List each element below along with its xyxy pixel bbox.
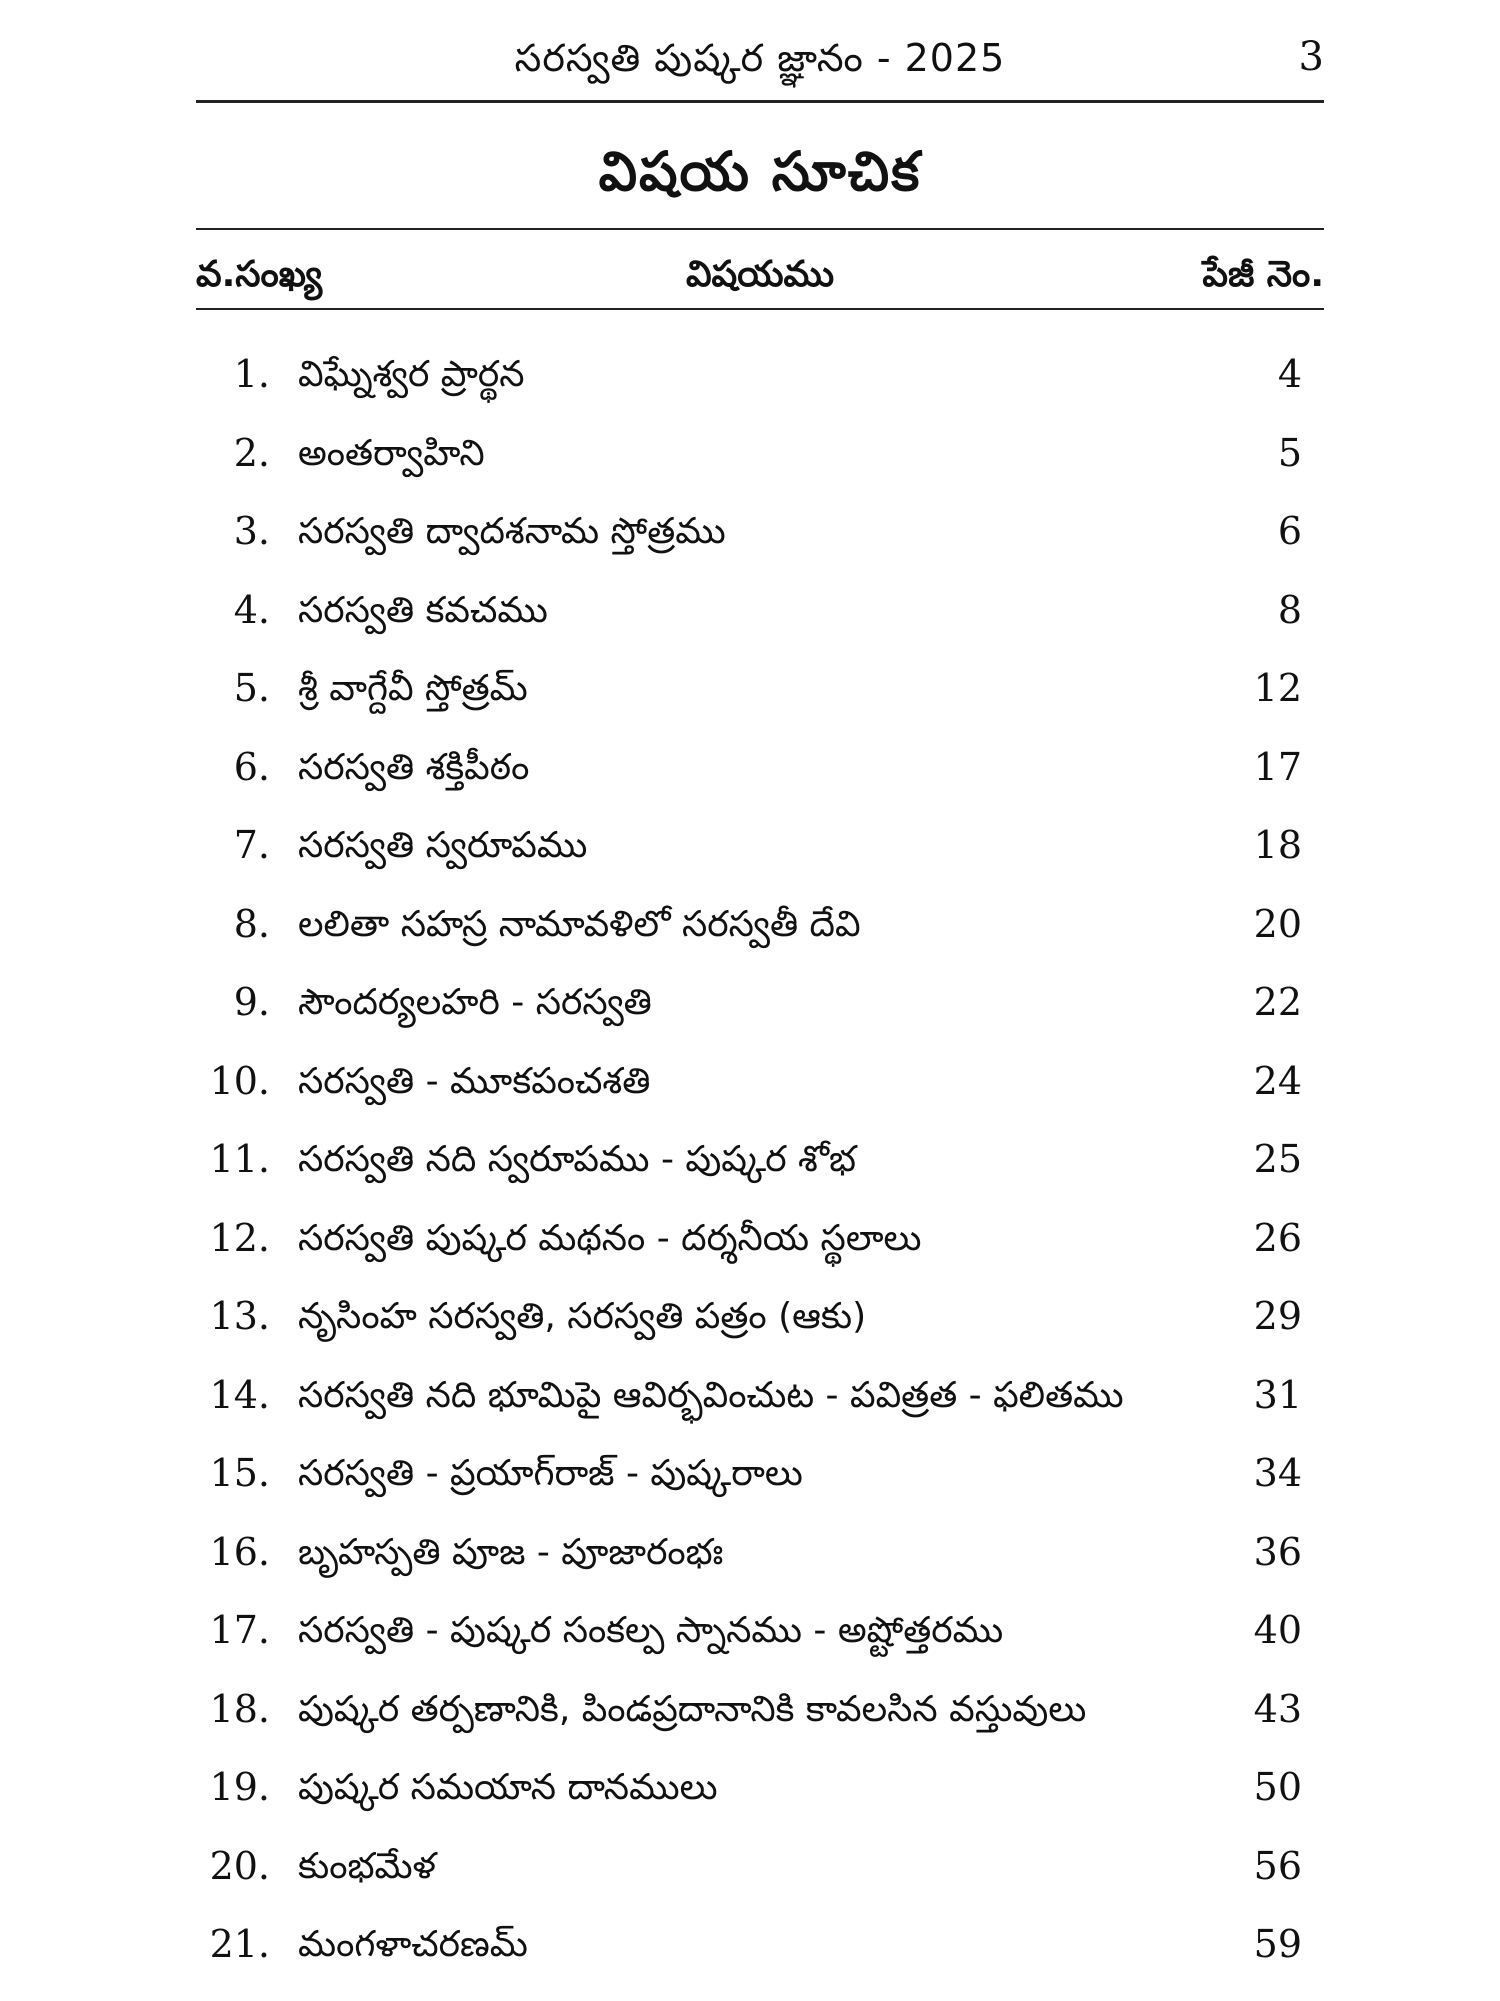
toc-entry-title: కుంభమేళ <box>298 1845 436 1887</box>
toc-entry-number: 2. <box>233 430 270 475</box>
toc-entry-title: సరస్వతి నది స్వరూపము - పుష్కర శోభ <box>298 1139 857 1180</box>
toc-entry-page: 59 <box>1253 1922 1302 1966</box>
toc-entry-page: 12 <box>1253 666 1302 710</box>
toc-entry-page: 17 <box>1253 744 1302 789</box>
toc-entry <box>196 823 1324 902</box>
toc-entry-title: పుష్కర సమయాన దానములు <box>298 1767 718 1808</box>
toc-entry <box>196 1608 1324 1687</box>
toc-entry <box>196 352 1324 431</box>
column-header-serial: వ.సంఖ్య <box>196 254 323 295</box>
toc-entry-page: 6 <box>1277 509 1302 553</box>
toc-entry-title: సరస్వతి పుష్కర మథనం - దర్శనీయ స్థలాలు <box>298 1217 922 1259</box>
toc-entry-number: 10. <box>209 1058 270 1103</box>
toc-entry-number: 15. <box>209 1451 270 1495</box>
toc-entry <box>196 1059 1324 1138</box>
toc-entry-number: 1. <box>233 352 270 396</box>
toc-entry <box>196 509 1324 588</box>
title-divider <box>196 228 1324 230</box>
toc-entry-title: అంతర్వాహిని <box>298 432 485 474</box>
toc-entry-title: శ్రీ వాగ్దేవీ స్తోత్రమ్ <box>298 668 528 709</box>
toc-title: విషయ సూచిక <box>598 140 922 203</box>
toc-entry-page: 25 <box>1253 1137 1302 1181</box>
toc-entry-number: 17. <box>209 1608 270 1652</box>
toc-entry-number: 16. <box>209 1529 270 1574</box>
toc-entry-number: 20. <box>209 1843 270 1888</box>
toc-entry-title: సరస్వతి - పుష్కర సంకల్ప స్నానము - అష్టోత్తరము <box>298 1610 1004 1651</box>
toc-entry <box>196 1373 1324 1452</box>
toc-entry <box>196 1216 1324 1295</box>
page-number: 3 <box>1298 34 1324 80</box>
toc-entry-title: నృసింహ సరస్వతి, సరస్వతి పత్రం (ఆకు) <box>298 1296 867 1337</box>
toc-entry <box>196 745 1324 824</box>
toc-entry-title: సౌందర్యలహరి - సరస్వతి <box>298 982 652 1023</box>
toc-entry-page: 50 <box>1253 1765 1302 1809</box>
toc-entry-title: సరస్వతి ద్వాదశనామ స్తోత్రము <box>298 511 726 552</box>
column-header-subject: విషయము <box>685 254 835 295</box>
toc-entry-number: 12. <box>209 1215 270 1260</box>
toc-entry <box>196 1530 1324 1609</box>
toc-entry <box>196 1844 1324 1923</box>
running-header <box>196 30 1324 94</box>
toc-entry <box>196 588 1324 667</box>
toc-entry-number: 4. <box>233 587 270 632</box>
toc-entry <box>196 1451 1324 1530</box>
toc-entry-page: 4 <box>1277 352 1302 396</box>
toc-entry-title: సరస్వతి శక్తిపీఠం <box>298 746 530 788</box>
toc-entry-number: 9. <box>233 980 270 1024</box>
toc-entry-page: 56 <box>1253 1843 1302 1888</box>
toc-entry-page: 34 <box>1253 1451 1302 1495</box>
toc-entry-title: సరస్వతి - మూకపంచశతి <box>298 1060 651 1102</box>
toc-entry-page: 31 <box>1253 1372 1302 1417</box>
toc-entry <box>196 902 1324 981</box>
toc-entry-title: మంగళాచరణమ్ <box>298 1924 528 1965</box>
toc-entry-page: 22 <box>1253 980 1302 1024</box>
toc-entry <box>196 1294 1324 1373</box>
toc-entry-page: 36 <box>1253 1529 1302 1574</box>
toc-entry-page: 8 <box>1277 587 1302 632</box>
toc-entry-page: 26 <box>1253 1215 1302 1260</box>
toc-entry-number: 11. <box>209 1137 270 1181</box>
toc-entry-page: 18 <box>1253 823 1302 867</box>
toc-entry-number: 8. <box>233 901 270 946</box>
toc-entry-number: 14. <box>209 1372 270 1417</box>
column-header-divider <box>196 308 1324 310</box>
toc-entry-page: 43 <box>1253 1686 1302 1731</box>
toc-entry-number: 21. <box>209 1922 270 1966</box>
toc-entry-page: 29 <box>1253 1294 1302 1338</box>
toc-entry-page: 40 <box>1253 1608 1302 1652</box>
toc-entry-title: సరస్వతి కవచము <box>298 589 548 631</box>
toc-entry-title: సరస్వతి స్వరూపము <box>298 825 588 866</box>
running-title: సరస్వతి పుష్కర జ్ఞానం - 2025 <box>514 36 1006 80</box>
toc-entry-title: విఘ్నేశ్వర ప్రార్థన <box>298 354 525 395</box>
column-header-page: పేజీ నెం. <box>1202 254 1324 295</box>
toc-entry-title: బృహస్పతి పూజ - పూజారంభః <box>298 1531 724 1573</box>
toc-entry <box>196 1765 1324 1844</box>
toc-entry-number: 6. <box>233 744 270 789</box>
toc-entry <box>196 1687 1324 1766</box>
toc-entry-number: 13. <box>209 1294 270 1338</box>
toc-entry <box>196 666 1324 745</box>
toc-entry-title: సరస్వతి నది భూమిపై ఆవిర్భవించుట - పవిత్రత - ఫలితము <box>298 1374 1124 1416</box>
toc-entry-title: లలితా సహస్ర నామావళిలో సరస్వతీ దేవి <box>298 903 861 945</box>
toc-entry-number: 5. <box>233 666 270 710</box>
toc-entry-page: 20 <box>1253 901 1302 946</box>
toc-entry-page: 24 <box>1253 1058 1302 1103</box>
toc-entry <box>196 1922 1324 2001</box>
toc-list <box>196 352 1324 2001</box>
toc-entry <box>196 431 1324 510</box>
toc-entry-number: 18. <box>209 1686 270 1731</box>
header-divider <box>196 100 1324 103</box>
toc-entry-title: పుష్కర తర్పణానికి, పిండప్రదానానికి కావలసిన వస్తువులు <box>298 1688 1087 1730</box>
toc-entry-number: 3. <box>233 509 270 553</box>
toc-entry-title: సరస్వతి - ప్రయాగ్‌రాజ్ - పుష్కరాలు <box>298 1453 803 1494</box>
toc-entry <box>196 1137 1324 1216</box>
toc-entry-page: 5 <box>1277 430 1302 475</box>
toc-entry-number: 7. <box>233 823 270 867</box>
toc-entry <box>196 980 1324 1059</box>
toc-entry-number: 19. <box>209 1765 270 1809</box>
